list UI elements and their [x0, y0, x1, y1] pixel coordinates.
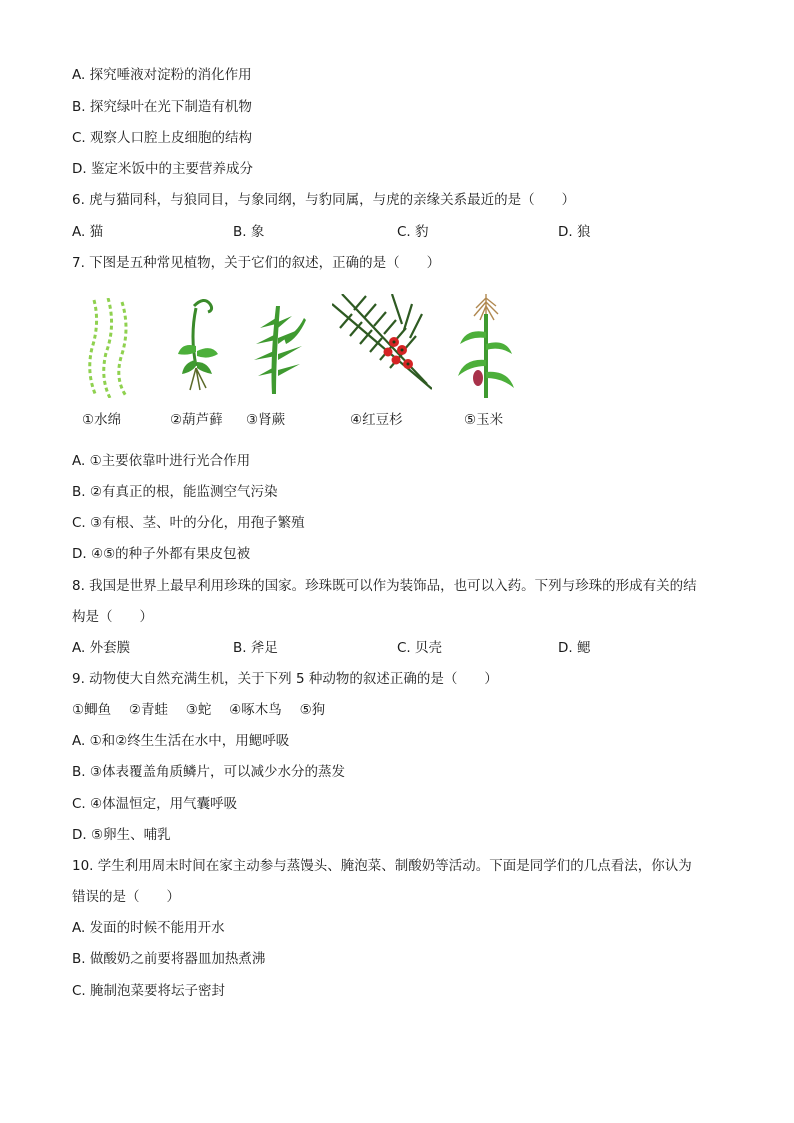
q9-option-c: C. ④体温恒定，用气囊呼吸	[72, 796, 238, 812]
q6-option-c: C. 豹	[397, 224, 429, 240]
q6-option-b: B. 象	[233, 224, 265, 240]
q8-stem-line2: 构是（ ）	[72, 609, 153, 625]
q6-option-d: D. 狼	[558, 224, 591, 240]
q7-stem: 7. 下图是五种常见植物，关于它们的叙述，正确的是（ ）	[72, 255, 441, 271]
q10-stem-line2: 错误的是（ ）	[72, 889, 180, 905]
caption-moss: ②葫芦藓	[170, 412, 223, 428]
q8-option-d: D. 鳃	[558, 640, 591, 656]
q5-option-c: C. 观察人口腔上皮细胞的结构	[72, 130, 253, 146]
q8-option-c: C. 贝壳	[397, 640, 443, 656]
spirogyra-image	[86, 298, 136, 402]
moss-image	[174, 296, 224, 400]
q8-option-b: B. 斧足	[233, 640, 278, 656]
q9-animal-list: ①鲫鱼 ②青蛙 ③蛇 ④啄木鸟 ⑤狗	[72, 702, 326, 718]
plant-figure	[78, 292, 538, 432]
q7-option-a: A. ①主要依靠叶进行光合作用	[72, 453, 251, 469]
q10-option-a: A. 发面的时候不能用开水	[72, 920, 225, 936]
q10-stem-line1: 10. 学生利用周末时间在家主动参与蒸馒头、腌泡菜、制酸奶等活动。下面是同学们的几点看法，你认为	[72, 858, 692, 874]
q9-option-b: B. ③体表覆盖角质鳞片，可以减少水分的蒸发	[72, 764, 345, 780]
q9-option-d: D. ⑤卵生、哺乳	[72, 827, 171, 843]
fern-image	[252, 298, 312, 402]
caption-spirogyra: ①水绵	[82, 412, 122, 428]
q6-stem: 6. 虎与猫同科，与狼同目，与象同纲，与豹同属，与虎的亲缘关系最近的是（ ）	[72, 192, 576, 208]
q6-option-a: A. 猫	[72, 224, 104, 240]
caption-corn: ⑤玉米	[464, 412, 504, 428]
q8-option-a: A. 外套膜	[72, 640, 131, 656]
q7-option-b: B. ②有真正的根，能监测空气污染	[72, 484, 278, 500]
yew-image	[332, 294, 432, 398]
caption-fern: ③肾蕨	[246, 412, 286, 428]
caption-yew: ④红豆杉	[350, 412, 403, 428]
q5-option-a: A. 探究唾液对淀粉的消化作用	[72, 67, 252, 83]
q5-option-d: D. 鉴定米饭中的主要营养成分	[72, 161, 253, 177]
q5-option-b: B. 探究绿叶在光下制造有机物	[72, 99, 252, 115]
q9-stem: 9. 动物使大自然充满生机，关于下列 5 种动物的叙述正确的是（ ）	[72, 671, 498, 687]
q10-option-c: C. 腌制泡菜要将坛子密封	[72, 983, 226, 999]
q9-option-a: A. ①和②终生生活在水中，用鳃呼吸	[72, 733, 290, 749]
q10-option-b: B. 做酸奶之前要将器皿加热煮沸	[72, 951, 266, 967]
q7-option-d: D. ④⑤的种子外都有果皮包被	[72, 546, 251, 562]
corn-image	[456, 292, 516, 406]
q8-stem-line1: 8. 我国是世界上最早利用珍珠的国家。珍珠既可以作为装饰品，也可以入药。下列与珍珠的形成有关的结	[72, 578, 697, 594]
q7-option-c: C. ③有根、茎、叶的分化，用孢子繁殖	[72, 515, 305, 531]
